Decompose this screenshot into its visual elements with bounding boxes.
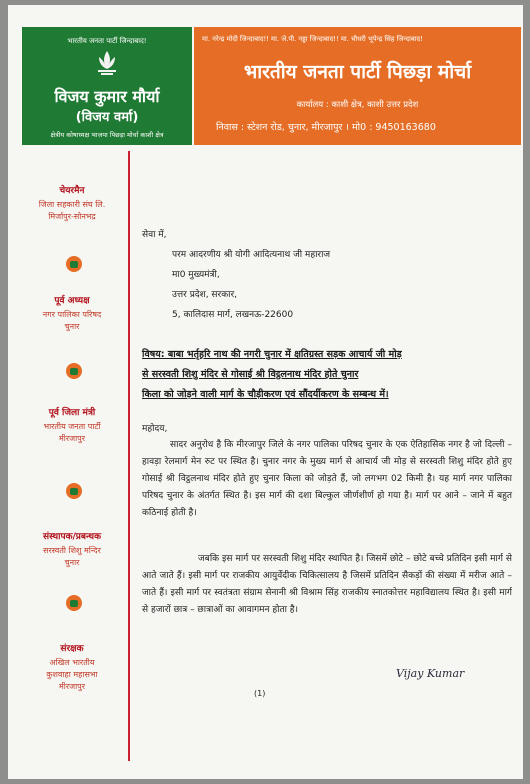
sidebar-line: अखिल भारतीय — [49, 658, 95, 667]
sidebar-title: पूर्व जिला मंत्री — [48, 408, 96, 418]
address-line: 5, कालिदास मार्ग, लखनऊ-22600 — [172, 310, 294, 320]
sidebar-line: सरस्वती शिशु मन्दिर — [43, 546, 101, 555]
subject-line: किला को जोड़ने वाली मार्ग के चौड़ीकरण एवं सौंदर्यीकरण के सम्बन्ध में। — [142, 389, 389, 400]
sidebar-title: संरक्षक — [60, 644, 84, 654]
header-left-panel — [22, 27, 192, 145]
vertical-rule — [128, 151, 130, 761]
header-right-panel — [194, 27, 521, 145]
bjp-logo-icon — [66, 363, 82, 379]
sidebar-line: चुनार — [64, 322, 80, 331]
page-number: (1) — [254, 689, 266, 698]
salutation-to: सेवा में, — [142, 230, 167, 240]
sidebar-line: चुनार — [64, 558, 80, 567]
body-paragraph-2: जबकि इस मार्ग पर सरस्वती शिशु मंदिर स्थापित है। जिसमें छोटे – छोटे बच्चे प्रतिदिन इसी मार्ग से आते जाते हैं। इसी मार्ग पर राजकीय आयुर्वेदीक चिकित्सालय है जिसमें प्रतिदिन सैकड़ों की संख्या में मरीज आते – जाते हैं। इसी मार्ग पर स्वतंत्रता संग्राम सेनानी श्री विश्राम सिंह राजकीय स्नातकोत्तर महाविद्यालय स्थित है। इसी मार्ग से हजारों छात्र – छात्राओं का आवागमन होता है। — [142, 554, 512, 615]
sidebar-line: कुशवाहा महासभा — [46, 670, 98, 679]
member-post: क्षेत्रीय कोषाध्यक्ष भाजपा पिछड़ा मोर्चा काशी क्षेत्र — [50, 131, 164, 139]
bjp-tagline: भारतीय जनता पार्टी जिन्दाबाद! — [67, 37, 147, 45]
subject-line: से सरस्वती शिशु मंदिर से गोसाई श्री विट्ठलनाथ मंदिर होते चुनार — [142, 369, 359, 380]
bjp-logo-icon — [66, 595, 82, 611]
member-name: विजय कुमार मौर्या — [54, 87, 160, 106]
sidebar-title: पूर्व अध्यक्ष — [54, 296, 90, 306]
signature: Vijay Kumar — [396, 667, 465, 680]
subject-block — [142, 345, 512, 405]
bjp-logo-icon — [66, 256, 82, 272]
sidebar-line: नगर पालिका परिषद — [42, 310, 102, 319]
address-line: परम आदरणीय श्री योगी आदित्यनाथ जी महाराज — [172, 250, 331, 260]
subject-line: विषय: बाबा भर्तृहरि नाथ की नगरी चुनार में क्षतिग्रस्त सड़क आचार्य जी मोड़ — [142, 349, 402, 360]
sidebar-line: जिला सहकारी संघ लि. — [38, 200, 106, 209]
bjp-logo-icon — [66, 483, 82, 499]
sidebar-line: मिर्जापुर-सोनभद्र — [48, 212, 96, 221]
organization-title: भारतीय जनता पार्टी पिछड़ा मोर्चा — [243, 61, 472, 83]
sidebar-line: भारतीय जनता पार्टी — [43, 422, 101, 431]
sidebar-line: मीरजापुर — [59, 434, 85, 443]
body-paragraph-1: सादर अनुरोध है कि मीरजापुर जिले के नगर पालिका परिषद चुनार के एक ऐतिहासिक नगर है जो दिल्ली – हावड़ा रेलमार्ग मेन रुट पर स्थित है। चुनार नगर के मुख्य मार्ग से आचार्य जी मोड़ से सरस्वती शिशु मंदिर होते हुए गोसाई श्री विट्ठलनाथ मंदिर होते हुए चुनार किला को जोड़ते हैं, जो लगभग 02 किमी है। यह मार्ग नगर पालिका परिषद चुनार के अंतर्गत स्थित है। इस मार्ग की दशा बिल्कुल जीर्णशीर्ण हो गया है। मार्ग पर आने – जाने में बहुत कठिनाई होती है। — [142, 440, 512, 518]
greeting: महोदय, — [142, 424, 168, 434]
member-alias: (विजय वर्मा) — [75, 110, 139, 125]
office-line: कार्यालय : काशी क्षेत्र, काशी उत्तर प्रदेश — [296, 100, 419, 110]
lotus-icon — [94, 49, 120, 77]
header-slogans: मा. नरेन्द्र मोदी जिन्दाबाद!! मा. जे.पी. नड्डा जिन्दाबाद!! मा. चौधरी भूपेन्द्र सिंह जिन्दाबाद! — [202, 35, 423, 43]
residence-address: निवास : स्टेशन रोड, चुनार, मीरजापुर । मो0 : 9450163680 — [216, 122, 436, 133]
letterhead-page — [8, 5, 523, 779]
sidebar-line: मीरजापुर — [59, 682, 85, 691]
sidebar-title: संस्थापक/प्रबन्धक — [43, 532, 101, 542]
sidebar-title: चेयरमैन — [59, 186, 85, 196]
address-line: मा0 मुख्यमंत्री, — [172, 270, 220, 280]
address-line: उत्तर प्रदेश, सरकार, — [172, 290, 237, 300]
